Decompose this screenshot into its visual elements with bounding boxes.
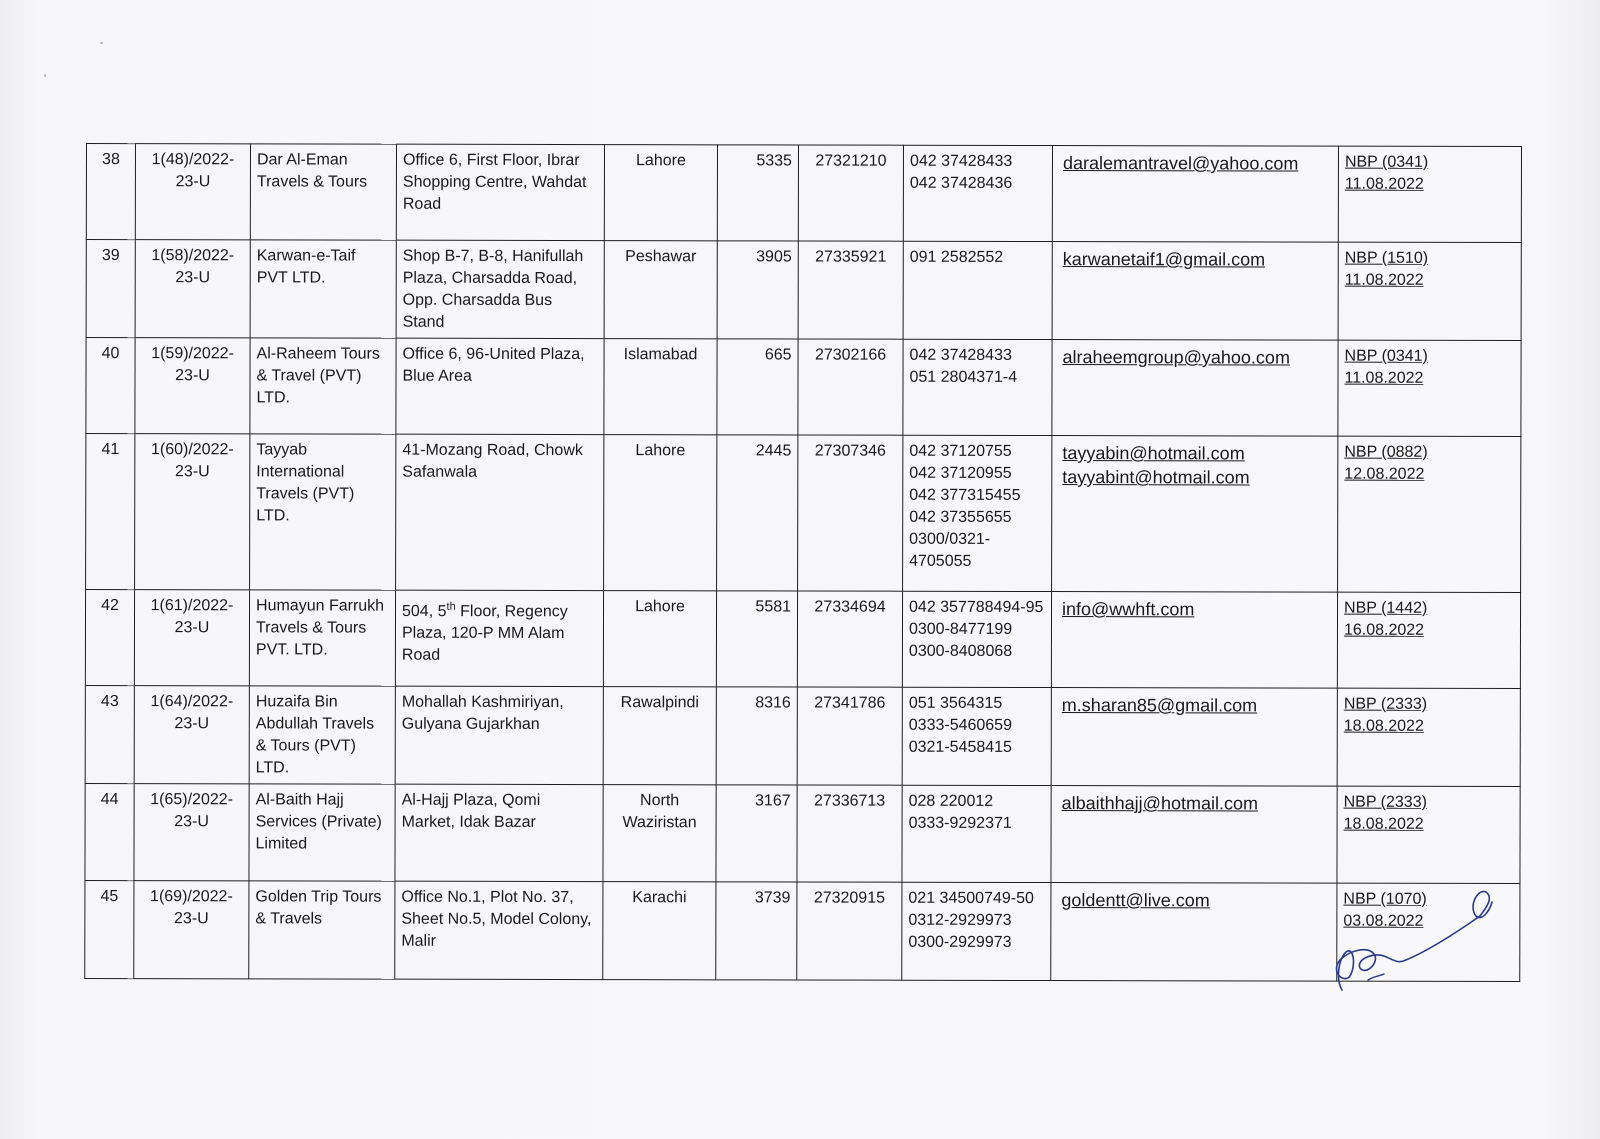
- agency-name-cell: Tayyab International Travels (PVT) LTD.: [250, 434, 396, 590]
- address-cell: Office 6, 96-United Plaza, Blue Area: [396, 338, 604, 434]
- bank-cell: [1338, 242, 1521, 340]
- serial-number-cell: 45: [85, 880, 134, 978]
- email-cell: [1051, 592, 1337, 689]
- bank-date: 18.08.2022: [1343, 815, 1424, 833]
- bank-date: 12.08.2022: [1344, 465, 1425, 483]
- table-row: [86, 240, 1521, 341]
- email-cell: [1052, 340, 1338, 437]
- registration-number-cell: 27341786: [797, 687, 902, 785]
- scan-speck: [44, 74, 46, 77]
- address-text: Floor, Regency Plaza, 120-P MM Alam Road: [401, 603, 568, 665]
- agency-name-cell: Humayun Farrukh Travels & Tours PVT. LTD.: [249, 590, 395, 686]
- code-cell: 5335: [717, 145, 798, 241]
- reference-number-cell: 1(48)/2022-23-U: [135, 144, 250, 240]
- serial-number-cell: 42: [85, 590, 134, 686]
- phone-number: 042 37120955: [909, 464, 1012, 482]
- city-cell: Islamabad: [604, 339, 717, 435]
- table-row: [85, 880, 1520, 981]
- bank-date: 18.08.2022: [1343, 717, 1424, 735]
- table-row: [86, 434, 1521, 593]
- registration-number-cell: 27335921: [798, 241, 903, 339]
- address-cell: Office 6, First Floor, Ibrar Shopping Centre, Wahdat Road: [396, 144, 604, 240]
- city-cell: North Waziristan: [603, 785, 716, 882]
- phone-number: 091 2582552: [909, 248, 1004, 266]
- phone-number: 042 37428433: [909, 152, 1013, 170]
- serial-number-cell: 38: [86, 144, 135, 240]
- registration-number-cell: 27307346: [798, 435, 903, 591]
- code-cell: 665: [717, 339, 798, 435]
- phone-number: 0300-8477199: [908, 620, 1013, 638]
- registration-number-cell: 27334694: [797, 591, 902, 687]
- bank-date: 16.08.2022: [1343, 621, 1425, 639]
- registration-number-cell: 27302166: [798, 339, 903, 435]
- reference-number-cell: 1(69)/2022-23-U: [134, 881, 249, 979]
- bank-branch: NBP (1070): [1343, 890, 1427, 908]
- phone-cell: [903, 339, 1052, 435]
- email-cell: [1051, 786, 1337, 884]
- agency-name-cell: Golden Trip Tours & Travels: [249, 881, 395, 979]
- bank-branch: NBP (1510): [1344, 249, 1429, 267]
- phone-number: 042 37428436: [909, 174, 1013, 192]
- code-cell: 5581: [716, 591, 797, 687]
- phone-cell: [903, 435, 1052, 591]
- bank-cell: [1338, 436, 1521, 592]
- bank-branch: NBP (0341): [1344, 347, 1428, 365]
- email-link[interactable]: albaithhajj@hotmail.com: [1061, 793, 1259, 814]
- reference-number-cell: 1(60)/2022-23-U: [135, 434, 250, 590]
- city-cell: Peshawar: [604, 241, 717, 339]
- bank-branch: NBP (2333): [1343, 695, 1428, 713]
- phone-cell: [902, 687, 1051, 785]
- bank-cell: [1338, 146, 1521, 242]
- email-link[interactable]: alraheemgroup@yahoo.com: [1062, 347, 1290, 368]
- phone-number: 051 2804371-4: [909, 368, 1018, 386]
- registration-number-cell: 27336713: [797, 785, 902, 882]
- city-cell: Rawalpindi: [603, 687, 716, 785]
- email-cell: [1051, 688, 1337, 787]
- phone-number: 0300-2929973: [908, 933, 1012, 951]
- reference-number-cell: 1(58)/2022-23-U: [135, 240, 250, 338]
- email-link[interactable]: daralemantravel@yahoo.com: [1062, 153, 1299, 174]
- phone-number: 0312-2929973: [908, 911, 1012, 929]
- code-cell: 3905: [717, 241, 798, 339]
- bank-branch: NBP (0341): [1344, 153, 1429, 171]
- city-cell: Lahore: [604, 145, 717, 241]
- city-cell: Lahore: [604, 435, 717, 591]
- code-cell: 8316: [716, 687, 797, 785]
- city-cell: Karachi: [603, 882, 716, 980]
- email-cell: [1052, 146, 1338, 243]
- phone-cell: [903, 241, 1052, 339]
- bank-cell: [1338, 340, 1521, 436]
- scan-speck: [100, 42, 103, 44]
- address-cell: 41-Mozang Road, Chowk Safanwala: [396, 434, 604, 590]
- bank-branch: NBP (2333): [1343, 793, 1427, 811]
- agency-name-cell: Al-Baith Hajj Services (Private) Limited: [249, 784, 395, 881]
- city-cell: Lahore: [603, 591, 716, 687]
- phone-number: 042 37428433: [909, 346, 1012, 364]
- phone-number: 021 34500749-50: [908, 889, 1034, 907]
- phone-number: 0321-5458415: [908, 738, 1012, 756]
- table-row: [85, 590, 1520, 689]
- agency-name-cell: Dar Al-Eman Travels & Tours: [250, 144, 396, 240]
- bank-cell: [1337, 688, 1520, 786]
- agency-name-cell: Huzaifa Bin Abdullah Travels & Tours (PVT) LTD.: [249, 686, 395, 784]
- email-link[interactable]: tayyabin@hotmail.com: [1062, 443, 1245, 464]
- bank-date: 03.08.2022: [1343, 912, 1424, 930]
- bank-cell: [1337, 592, 1520, 688]
- address-cell: Mohallah Kashmiriyan, Gulyana Gujarkhan: [395, 686, 603, 784]
- code-cell: 2445: [717, 435, 798, 591]
- address-text: 504, 5: [402, 602, 447, 621]
- bank-cell: [1337, 786, 1520, 883]
- email-cell: [1052, 436, 1338, 593]
- serial-number-cell: 40: [86, 338, 135, 434]
- phone-number: 042 357788494-95: [909, 598, 1044, 617]
- serial-number-cell: 43: [85, 685, 134, 783]
- phone-number: 0333-5460659: [908, 716, 1013, 734]
- phone-number: 0300-8408068: [908, 642, 1013, 660]
- phone-number: 042 37120755: [909, 442, 1012, 460]
- address-cell: Office No.1, Plot No. 37, Sheet No.5, Model Colony, Malir: [395, 881, 603, 979]
- serial-number-cell: 41: [86, 434, 135, 590]
- bank-branch: NBP (0882): [1344, 443, 1428, 461]
- phone-number: 028 220012: [908, 792, 994, 810]
- table-row: [85, 685, 1520, 786]
- email-cell: [1051, 883, 1337, 982]
- phone-cell: [902, 591, 1051, 687]
- email-link[interactable]: goldentt@live.com: [1061, 890, 1210, 911]
- bank-date: 11.08.2022: [1344, 175, 1424, 193]
- email-link[interactable]: tayyabint@hotmail.com: [1062, 467, 1250, 488]
- phone-number: 0333-9292371: [908, 814, 1012, 832]
- phone-cell: [903, 145, 1052, 241]
- agency-name-cell: Karwan-e-Taif PVT LTD.: [250, 240, 396, 338]
- phone-cell: [902, 882, 1051, 980]
- reference-number-cell: 1(65)/2022-23-U: [134, 784, 249, 881]
- phone-cell: [902, 785, 1051, 882]
- email-link[interactable]: info@wwhft.com: [1062, 599, 1195, 620]
- address-cell: Shop B-7, B-8, Hanifullah Plaza, Charsadda Road, Opp. Charsadda Bus Stand: [396, 240, 604, 338]
- agency-name-cell: Al-Raheem Tours & Travel (PVT) LTD.: [250, 338, 396, 434]
- bank-branch: NBP (1442): [1344, 599, 1428, 617]
- email-link[interactable]: karwanetaif1@gmail.com: [1062, 249, 1266, 270]
- phone-number: 042 377315455: [909, 486, 1021, 504]
- table-row: [86, 338, 1521, 437]
- bank-date: 11.08.2022: [1344, 369, 1424, 387]
- code-cell: 3739: [716, 882, 797, 980]
- email-link[interactable]: m.sharan85@gmail.com: [1061, 695, 1258, 716]
- phone-number: 0300/0321-4705055: [909, 530, 991, 570]
- code-cell: 3167: [716, 785, 797, 882]
- agency-table: [84, 143, 1522, 982]
- phone-number: 051 3564315: [908, 694, 1003, 712]
- bank-cell: [1337, 883, 1520, 981]
- address-cell: [395, 590, 603, 686]
- phone-number: 042 37355655: [909, 508, 1012, 526]
- registration-number-cell: 27321210: [798, 145, 903, 241]
- registration-number-cell: 27320915: [797, 882, 902, 980]
- serial-number-cell: 39: [86, 240, 135, 338]
- reference-number-cell: 1(64)/2022-23-U: [134, 686, 249, 784]
- serial-number-cell: 44: [85, 783, 134, 880]
- bank-date: 11.08.2022: [1344, 271, 1424, 289]
- table-row: [86, 144, 1521, 243]
- reference-number-cell: 1(59)/2022-23-U: [135, 338, 250, 434]
- table-row: [85, 783, 1520, 883]
- email-cell: [1052, 242, 1338, 341]
- address-superscript: th: [446, 600, 456, 613]
- address-cell: Al-Hajj Plaza, Qomi Market, Idak Bazar: [395, 784, 603, 881]
- reference-number-cell: 1(61)/2022-23-U: [134, 590, 249, 686]
